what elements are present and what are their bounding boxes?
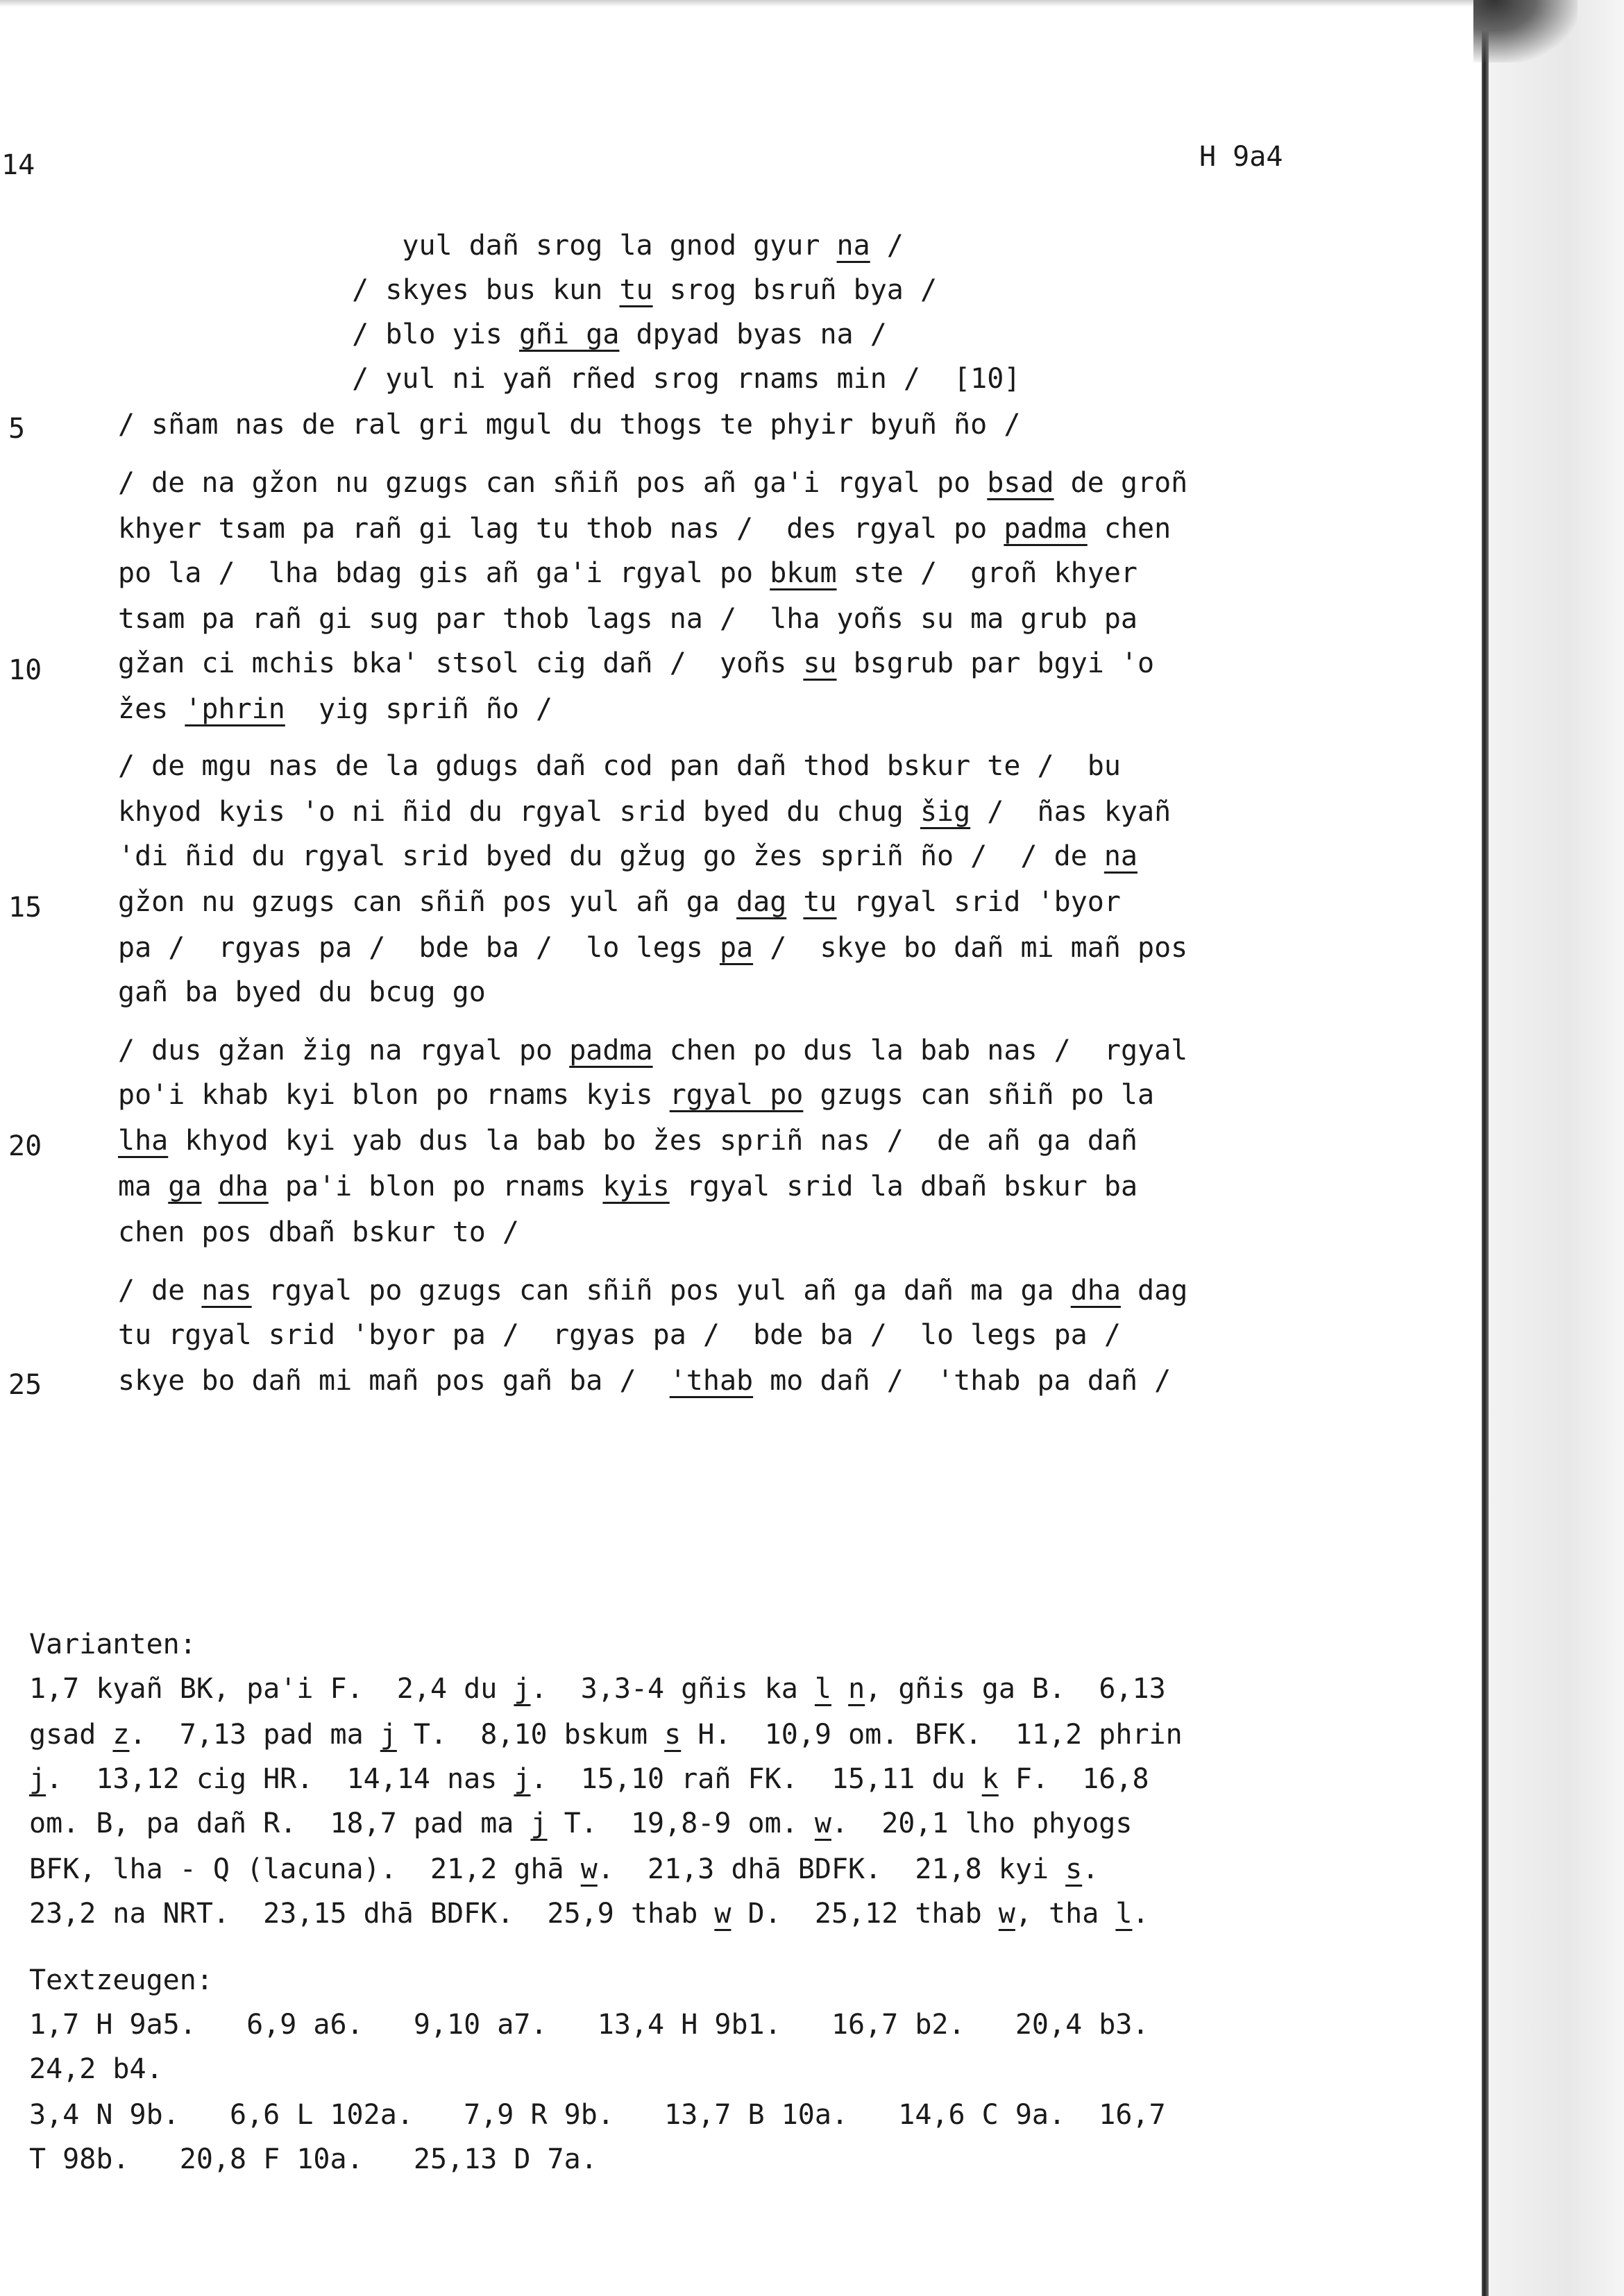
text-line-20: lha khyod kyi yab dus la bab bo žes spriñ nas / de añ ga dañ xyxy=(118,1125,1138,1157)
underlined-word: bsad xyxy=(987,467,1054,499)
underlined-word: j xyxy=(29,1763,46,1795)
underlined-word: n xyxy=(848,1673,865,1705)
underlined-word: tu xyxy=(803,886,837,918)
text-line-3: / blo yis gñi ga dpyad byas na / xyxy=(118,318,887,350)
underlined-word: j xyxy=(514,1673,531,1705)
variant-line: 1,7 kyañ BK, pa'i F. 2,4 du j. 3,3-4 gñis ka l n, gñis ga B. 6,13 xyxy=(29,1673,1166,1705)
underlined-word: w xyxy=(814,1808,831,1839)
underlined-word: z xyxy=(112,1719,130,1751)
underlined-word: gñi ga xyxy=(518,318,620,350)
underlined-word: l xyxy=(1115,1898,1133,1930)
underlined-word: ga xyxy=(168,1171,202,1202)
text-line-19: po'i khab kyi blon po rnams kyis rgyal po gzugs can sñiñ po la xyxy=(118,1079,1155,1111)
underlined-word: lha xyxy=(118,1125,169,1157)
variant-line: j. 13,12 cig HR. 14,14 nas j. 15,10 rañ FK. 15,11 du k F. 16,8 xyxy=(29,1763,1149,1795)
underlined-word: w xyxy=(998,1898,1015,1930)
underlined-word: rgyal po xyxy=(669,1079,804,1111)
underlined-word: j xyxy=(514,1763,531,1795)
variant-line: om. B, pa dañ R. 18,7 pad ma j T. 19,8-9 om. w. 20,1 lho phyogs xyxy=(29,1808,1133,1839)
witness-line: 1,7 H 9a5. 6,9 a6. 9,10 a7. 13,4 H 9b1. 16,7 b2. 20,4 b3. xyxy=(29,2009,1149,2041)
underlined-word: na xyxy=(836,230,870,262)
variant-line: BFK, lha - Q (lacuna). 21,2 ghā w. 21,3 dhā BDFK. 21,8 kyi s. xyxy=(29,1853,1099,1885)
binding-shadow xyxy=(1482,0,1489,2296)
text-line-8: po la / lha bdag gis añ ga'i rgyal po bkum ste / groñ khyer xyxy=(118,557,1138,589)
underlined-word: nas xyxy=(201,1275,252,1307)
binding-blot xyxy=(1473,0,1578,62)
text-line-23: / de nas rgyal po gzugs can sñiñ pos yul añ ga dañ ma ga dha dag xyxy=(118,1275,1188,1307)
underlined-word: s xyxy=(1065,1853,1083,1885)
underlined-word: pa xyxy=(719,932,754,964)
text-line-24: tu rgyal srid 'byor pa / rgyas pa / bde ba / lo legs pa / xyxy=(118,1319,1121,1351)
line-number-15: 15 xyxy=(8,892,42,924)
line-number-10: 10 xyxy=(8,654,42,686)
text-line-6: / de na gžon nu gzugs can sñiñ pos añ ga'i rgyal po bsad de groñ xyxy=(118,467,1188,499)
underlined-word: w xyxy=(580,1853,598,1885)
variants-heading: Varianten: xyxy=(29,1629,196,1660)
text-line-22: chen pos dbañ bskur to / xyxy=(118,1216,519,1248)
underlined-word: na xyxy=(1103,840,1138,872)
line-number-20: 20 xyxy=(8,1130,42,1162)
witness-line: 24,2 b4. xyxy=(29,2053,163,2085)
scan-binding-edge xyxy=(1482,0,1624,2296)
underlined-word: s xyxy=(664,1719,682,1751)
witness-line: 3,4 N 9b. 6,6 L 102a. 7,9 R 9b. 13,7 B 10a. 14,6 C 9a. 16,7 xyxy=(29,2099,1166,2131)
text-line-10: gžan ci mchis bka' stsol cig dañ / yoñs su bsgrub par bgyi 'o xyxy=(118,647,1155,679)
text-line-16: pa / rgyas pa / bde ba / lo legs pa / skye bo dañ mi mañ pos xyxy=(118,932,1188,964)
underlined-word: w xyxy=(714,1898,731,1930)
text-line-14: 'di ñid du rgyal srid byed du gžug go žes spriñ ño / / de na xyxy=(118,840,1138,872)
witnesses-heading: Textzeugen: xyxy=(29,1964,213,1996)
text-line-5: / sñam nas de ral gri mgul du thogs te phyir byuñ ño / xyxy=(118,409,1021,441)
underlined-word: tu xyxy=(619,274,653,306)
underlined-word: dag xyxy=(736,886,787,918)
underlined-word: k xyxy=(981,1763,999,1795)
underlined-word: j xyxy=(530,1808,548,1839)
text-line-18: / dus gžan žig na rgyal po padma chen po dus la bab nas / rgyal xyxy=(118,1035,1188,1066)
text-line-11: žes 'phrin yig spriñ ño / xyxy=(118,693,553,725)
underlined-word: l xyxy=(814,1673,831,1705)
text-line-12: / de mgu nas de la gdugs dañ cod pan dañ thod bskur te / bu xyxy=(118,750,1121,782)
text-line-21: ma ga dha pa'i blon po rnams kyis rgyal srid la dbañ bskur ba xyxy=(118,1171,1138,1202)
text-line-4: / yul ni yañ rñed srog rnams min / [10] xyxy=(118,363,1021,395)
underlined-word: dha xyxy=(218,1171,269,1202)
page-header-reference: H 9a4 xyxy=(1199,141,1283,173)
underlined-word: bkum xyxy=(770,557,837,589)
text-line-2: / skyes bus kun tu srog bsruñ bya / xyxy=(118,274,938,306)
underlined-word: 'phrin xyxy=(185,693,285,725)
underlined-word: šig xyxy=(920,796,971,828)
text-line-17: gañ ba byed du bcug go xyxy=(118,976,486,1008)
underlined-word: j xyxy=(380,1719,397,1751)
line-number-25: 25 xyxy=(8,1369,42,1401)
text-line-13: khyod kyis 'o ni ñid du rgyal srid byed du chug šig / ñas kyañ xyxy=(118,796,1172,828)
page-number: 14 xyxy=(1,149,35,181)
scan-top-border xyxy=(0,0,1478,7)
text-line-7: khyer tsam pa rañ gi lag tu thob nas / des rgyal po padma chen xyxy=(118,513,1172,545)
underlined-word: kyis xyxy=(602,1171,670,1202)
underlined-word: padma xyxy=(569,1035,653,1066)
text-line-15: gžon nu gzugs can sñiñ pos yul añ ga dag tu rgyal srid 'byor xyxy=(118,886,1121,918)
underlined-word: 'thab xyxy=(669,1365,754,1397)
underlined-word: su xyxy=(803,647,837,679)
text-line-25: skye bo dañ mi mañ pos gañ ba / 'thab mo dañ / 'thab pa dañ / xyxy=(118,1365,1172,1397)
text-line-9: tsam pa rañ gi sug par thob lags na / lha yoñs su ma grub pa xyxy=(118,603,1138,635)
underlined-word: dha xyxy=(1070,1275,1121,1307)
variant-line: gsad z. 7,13 pad ma j T. 8,10 bskum s H. 10,9 om. BFK. 11,2 phrin xyxy=(29,1719,1183,1751)
text-line-1: yul dañ srog la gnod gyur na / xyxy=(118,230,904,262)
underlined-word: padma xyxy=(1004,513,1088,545)
variant-line: 23,2 na NRT. 23,15 dhā BDFK. 25,9 thab w D. 25,12 thab w, tha l. xyxy=(29,1898,1149,1930)
line-number-5: 5 xyxy=(8,413,26,445)
witness-line: T 98b. 20,8 F 10a. 25,13 D 7a. xyxy=(29,2143,598,2175)
